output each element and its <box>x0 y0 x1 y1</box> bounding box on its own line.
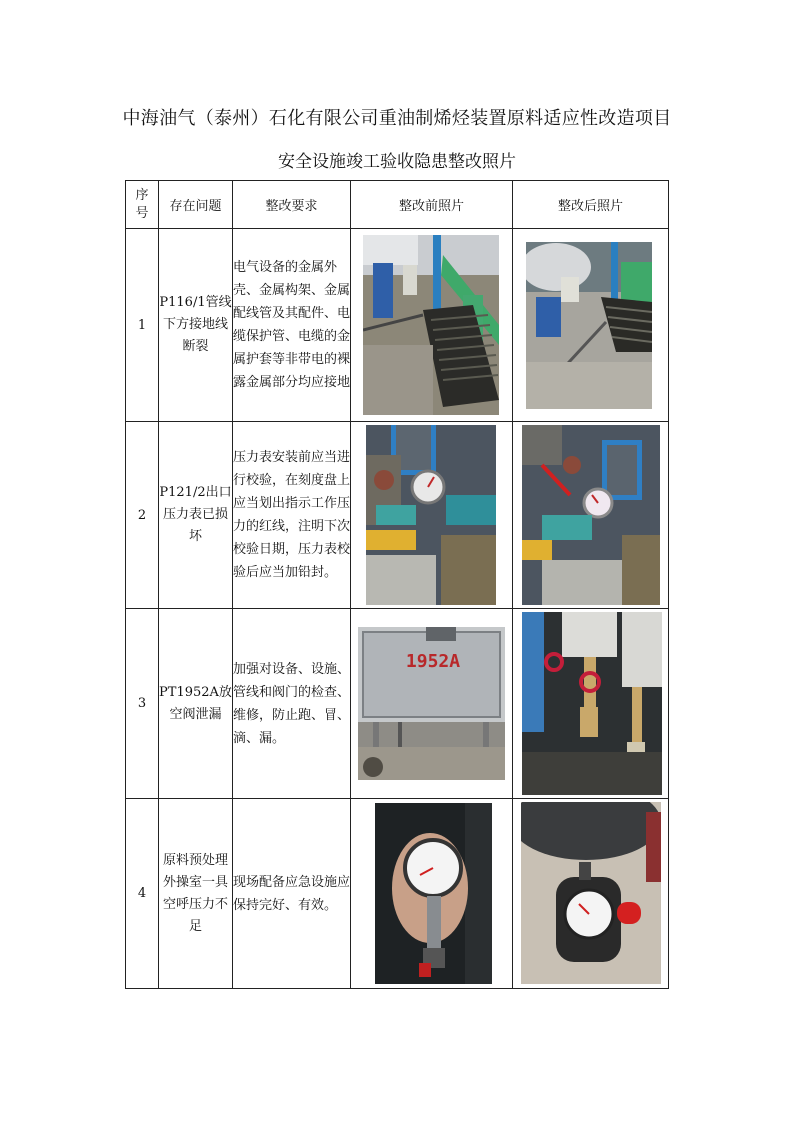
header-before-photo: 整改前照片 <box>351 181 513 229</box>
before-photo-cell <box>351 799 513 989</box>
rectification-table <box>125 180 669 989</box>
table-row <box>126 609 669 799</box>
header-no <box>126 181 159 229</box>
row-number: 1 <box>126 229 159 422</box>
row-issue: P121/2出口压力表已损坏 <box>159 422 233 609</box>
before-photo-cell <box>351 422 513 609</box>
row-requirement: 加强对设备、设施、管线和阀门的检查、维修，防止跑、冒、滴、漏。 <box>233 609 351 799</box>
after-photo-pressure-gauge <box>522 425 660 605</box>
before-photo-vent-valve <box>358 627 505 780</box>
document-title: 中海油气（泰州）石化有限公司重油制烯烃装置原料适应性改造项目 <box>122 108 672 129</box>
row-number: 4 <box>126 799 159 989</box>
header-after-photo: 整改后照片 <box>513 181 669 229</box>
row-number: 2 <box>126 422 159 609</box>
row-requirement: 压力表安装前应当进行校验，在刻度盘上应当划出指示工作压力的红线，注明下次校验日期，压力表校验后应当加铅封。 <box>233 422 351 609</box>
header-no-line2: 号 <box>135 205 149 221</box>
document-subtitle: 安全设施竣工验收隐患整改照片 <box>278 152 516 172</box>
table-row <box>126 799 669 989</box>
photo-tag-label: 1952A <box>405 651 461 672</box>
before-photo-air-respirator-gauge <box>375 803 492 984</box>
before-photo-cell <box>351 609 513 799</box>
after-photo-cell <box>513 229 669 422</box>
row-issue: P116/1管线下方接地线断裂 <box>159 229 233 422</box>
row-requirement: 电气设备的金属外壳、金属构架、金属配线管及其配件、电缆保护管、电缆的金属护套等非带电的裸露金属部分均应接地 <box>233 229 351 422</box>
after-photo-cell <box>513 799 669 989</box>
row-issue: 原料预处理外操室一具空呼压力不足 <box>159 799 233 989</box>
table-row <box>126 229 669 422</box>
header-no-line1: 序 <box>135 187 149 203</box>
header-requirement: 整改要求 <box>233 181 351 229</box>
after-photo-vent-valve <box>522 612 662 795</box>
table-header-row <box>126 181 669 229</box>
row-number: 3 <box>126 609 159 799</box>
after-photo-grounding <box>526 242 652 409</box>
header-issue: 存在问题 <box>159 181 233 229</box>
after-photo-cell <box>513 609 669 799</box>
before-photo-pressure-gauge <box>366 425 496 605</box>
table-row <box>126 422 669 609</box>
row-issue: PT1952A放空阀泄漏 <box>159 609 233 799</box>
after-photo-air-respirator-gauge <box>521 802 661 984</box>
row-requirement: 现场配备应急设施应保持完好、有效。 <box>233 799 351 989</box>
before-photo-cell <box>351 229 513 422</box>
after-photo-cell <box>513 422 669 609</box>
before-photo-grounding <box>363 235 499 415</box>
